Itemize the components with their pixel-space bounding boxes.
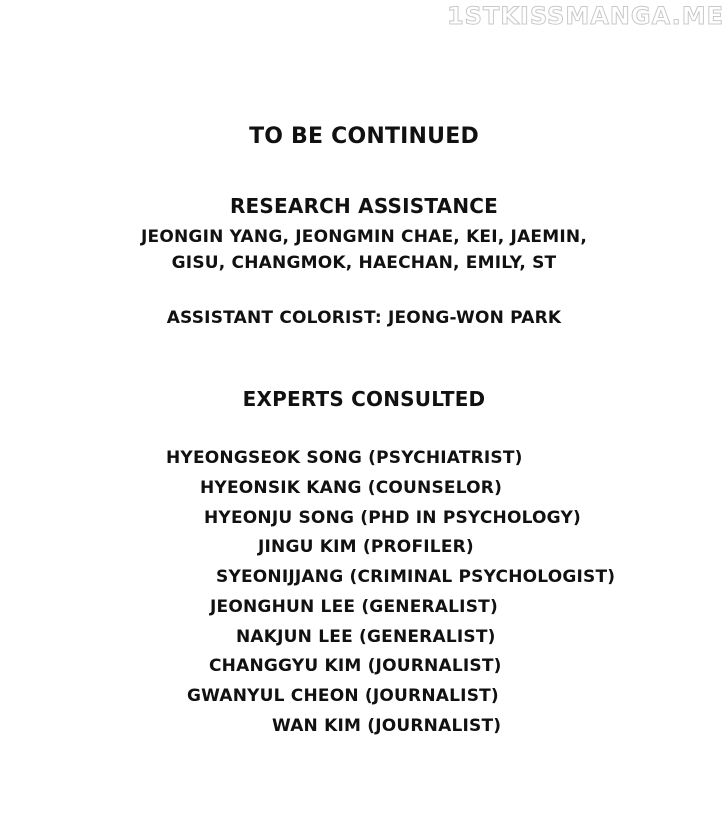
expert-credit: GWANYUL CHEON (JOURNALIST) <box>187 686 499 706</box>
expert-credit: SYEONIJJANG (CRIMINAL PSYCHOLOGIST) <box>216 567 616 587</box>
expert-credit: HYEONJU SONG (PHD IN PSYCHOLOGY) <box>204 508 581 528</box>
expert-credit: HYEONGSEOK SONG (PSYCHIATRIST) <box>166 448 523 468</box>
expert-credit: WAN KIM (JOURNALIST) <box>272 716 502 736</box>
research-assistance-heading: RESEARCH ASSISTANCE <box>229 194 499 218</box>
experts-consulted-heading: EXPERTS CONSULTED <box>242 387 486 411</box>
expert-credit: NAKJUN LEE (GENERALIST) <box>236 627 496 647</box>
expert-credit: JINGU KIM (PROFILER) <box>258 537 474 557</box>
research-assistants-line-1: JEONGIN YANG, JEONGMIN CHAE, KEI, JAEMIN, <box>141 227 587 247</box>
expert-credit: CHANGGYU KIM (JOURNALIST) <box>209 656 502 676</box>
expert-credit: HYEONSIK KANG (COUNSELOR) <box>200 478 503 498</box>
site-watermark: 1STKISSMANGA.ME <box>446 2 724 30</box>
expert-credit: JEONGHUN LEE (GENERALIST) <box>210 597 498 617</box>
to-be-continued-title: TO BE CONTINUED <box>249 124 479 149</box>
assistant-colorist-credit: ASSISTANT COLORIST: JEONG-WON PARK <box>166 308 562 328</box>
research-assistants-line-2: GISU, CHANGMOK, HAECHAN, EMILY, ST <box>171 253 557 273</box>
